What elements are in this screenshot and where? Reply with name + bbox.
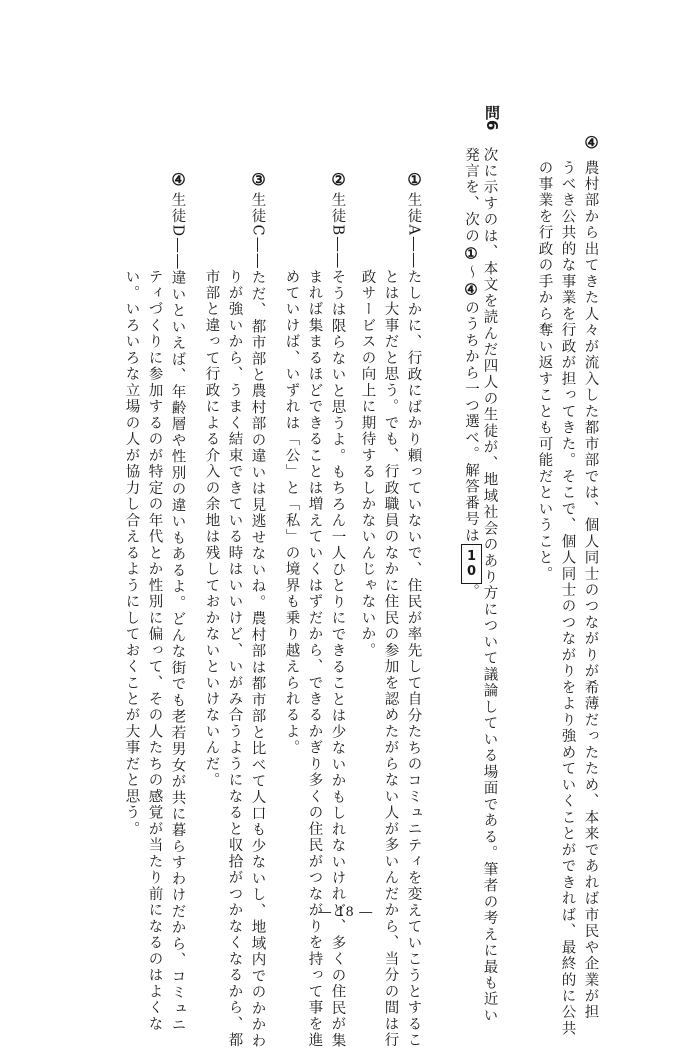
answer-number-box: 10 [461,544,482,584]
choice-1-line-2: とは大事だと思う。でも、行政職員のなかに住民の参加を認めたがらない人が多いんだから、当分の間は行 [382,269,399,1049]
choice-2-line-1: 生徒B――そうは限らないと思うよ。もちろん一人ひとりにできることは少ないかもしれないけれど、多くの住民が集 [329,192,346,1049]
range-start-number: ① [462,244,480,265]
choice-4-line-1: 生徒D――違いといえば、年齢層や性別の違いもあるよ。どんな街でも老若男女が共に暮らすわけだから、コミュニ [169,192,186,1034]
question-line-2 [458,147,485,600]
choice-2-line-2: まれば集まるほどできることは増えていくはずだから、できるかぎり多くの住民がつながりを持って事を進 [306,269,323,1049]
choice-2-number: ② [329,170,348,189]
choice-1-line-3: 政サービスの向上に期待するしかないんじゃないか。 [359,269,376,659]
page-number: ― 18 ― [318,905,373,920]
question-line-1: 次に示すのは、本文を読んだ四人の生徒が、地域社会のあり方について議論している場面である。筆者の考えに最も近い [481,147,498,1024]
choice-1-number: ① [405,170,424,189]
prev-choice-line-3: の事業を行政の手から奪い返すことも可能だということ。 [536,160,553,583]
prev-choice-line-2: うべき公共的な事業を行政が担ってきた。そこで、個人同士のつながりをより強めていくことができれば、最終的に公共 [559,160,576,1037]
choice-3-number: ③ [249,170,268,189]
question-line-2-prefix: 発言を、次の [463,147,479,245]
choice-4-line-3: い。いろいろな立場の人が協力し合えるようにしておくことが大事だと思う。 [123,269,140,838]
question-line-2-middle: のうちから一つ選べ。解答番号は [463,300,479,544]
choice-3-line-2: りが強いから、うまく結束できている時はいいけど、いがみ合うようになると収拾がつかなくなるから、都 [226,269,243,1049]
choice-4-number: ④ [169,170,188,189]
prev-choice-number: ④ [582,133,601,152]
choice-4-line-2: ティづくりに参加するのが特定の年代とか性別に偏って、その人たちの感覚が当たり前になるのはよくな [146,269,163,1033]
choice-3-line-1: 生徒C――ただ、都市部と農村部の違いは見逃せないね。農村部は都市部と比べて人口も少ないし、地域内でのかかわ [249,192,266,1049]
range-separator: ～ [463,264,479,281]
question-line-2-suffix: 。 [463,583,479,601]
range-end-number: ④ [462,280,480,301]
question-mark: 問6 [483,105,501,131]
prev-choice-line-1: 農村部から出てきた人々が流入した都市部では、個人同士のつながりが希薄だったため、本来であれば市民や企業が担 [582,160,599,1021]
choice-1-line-1: 生徒A――たしかに、行政にばかり頼っていないで、住民が率先して自分たちのコミュニティを変えていこうとするこ [405,192,422,1049]
choice-2-line-3: めていけば、いずれは「公」と「私」の境界も乗り越えられるよ。 [283,269,300,757]
choice-3-line-3: 市部と違って行政による介入の余地は残しておかないといけないんだ。 [203,269,220,789]
